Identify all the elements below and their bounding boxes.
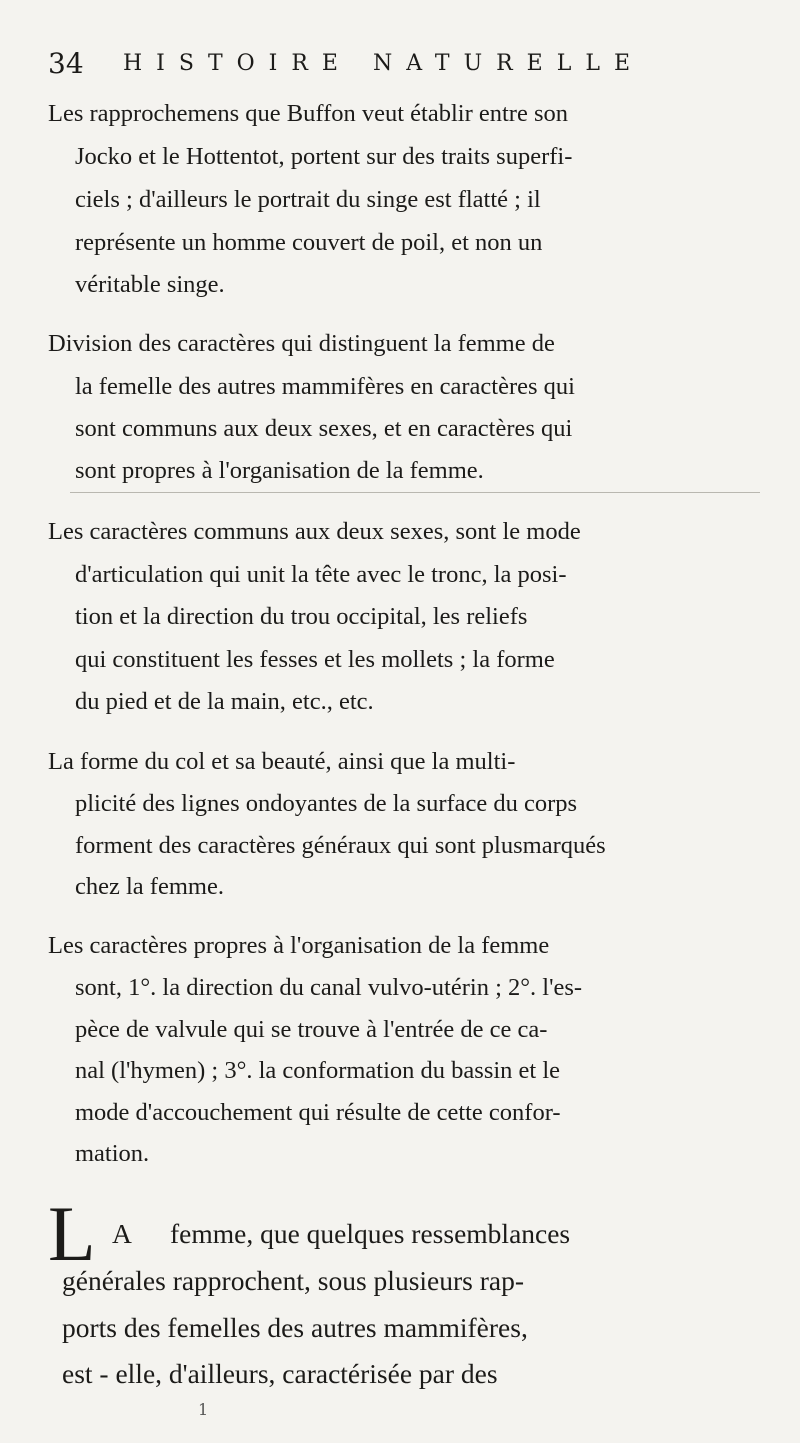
drop-cap: L xyxy=(48,1190,96,1277)
text-line: Les caractères propres à l'organisation de la femme xyxy=(48,932,550,959)
text-line: d'articulation qui unit la tête avec le tronc, la posi- xyxy=(75,561,567,588)
text-line: qui constituent les fesses et les mollets ; la forme xyxy=(75,646,555,673)
text-line: tion et la direction du trou occipital, les reliefs xyxy=(75,603,528,630)
text-line: nal (l'hymen) ; 3°. la conformation du bassin et le xyxy=(75,1057,561,1084)
text-line: du pied et de la main, etc., etc. xyxy=(75,688,374,715)
text-line: ports des femelles des autres mammifères, xyxy=(62,1312,528,1343)
text-line: est - elle, d'ailleurs, caractérisée par des xyxy=(62,1358,498,1389)
text-line: femme, que quelques ressemblances xyxy=(170,1218,571,1249)
text-line: générales rapprochent, sous plusieurs rap- xyxy=(62,1265,524,1296)
text-line: La forme du col et sa beauté, ainsi que la multi- xyxy=(48,748,516,775)
text-line: sont, 1°. la direction du canal vulvo-utérin ; 2°. l'es- xyxy=(75,974,583,1001)
signature-mark: 1 xyxy=(198,1400,209,1419)
running-header xyxy=(48,44,748,84)
text-line: sont propres à l'organisation de la femme. xyxy=(75,457,484,484)
running-title: HISTOIRE NATURELLE xyxy=(123,51,645,76)
text-line: la femelle des autres mammifères en caractères qui xyxy=(75,373,575,400)
text-line: forment des caractères généraux qui sont plusmarqués xyxy=(75,832,606,859)
text-line: véritable singe. xyxy=(75,271,225,298)
text-line: sont communs aux deux sexes, et en caractères qui xyxy=(75,415,573,442)
page-number: 34 xyxy=(48,47,84,80)
text-line: pèce de valvule qui se trouve à l'entrée de ce ca- xyxy=(75,1016,548,1043)
text-line: Division des caractères qui distinguent la femme de xyxy=(48,330,555,357)
separator-rule xyxy=(70,492,760,493)
small-cap-word: A xyxy=(112,1218,132,1249)
text-line: chez la femme. xyxy=(75,873,224,900)
text-line: ciels ; d'ailleurs le portrait du singe est flatté ; il xyxy=(75,186,541,213)
text-line: plicité des lignes ondoyantes de la surface du corps xyxy=(75,790,578,817)
text-line: Les caractères communs aux deux sexes, sont le mode xyxy=(48,518,581,545)
text-line: mation. xyxy=(75,1140,150,1167)
text-line: mode d'accouchement qui résulte de cette confor- xyxy=(75,1099,561,1126)
text-line: représente un homme couvert de poil, et non un xyxy=(75,229,543,256)
text-line: Jocko et le Hottentot, portent sur des traits superfi- xyxy=(75,143,573,170)
text-line: Les rapprochemens que Buffon veut établir entre son xyxy=(48,100,569,127)
